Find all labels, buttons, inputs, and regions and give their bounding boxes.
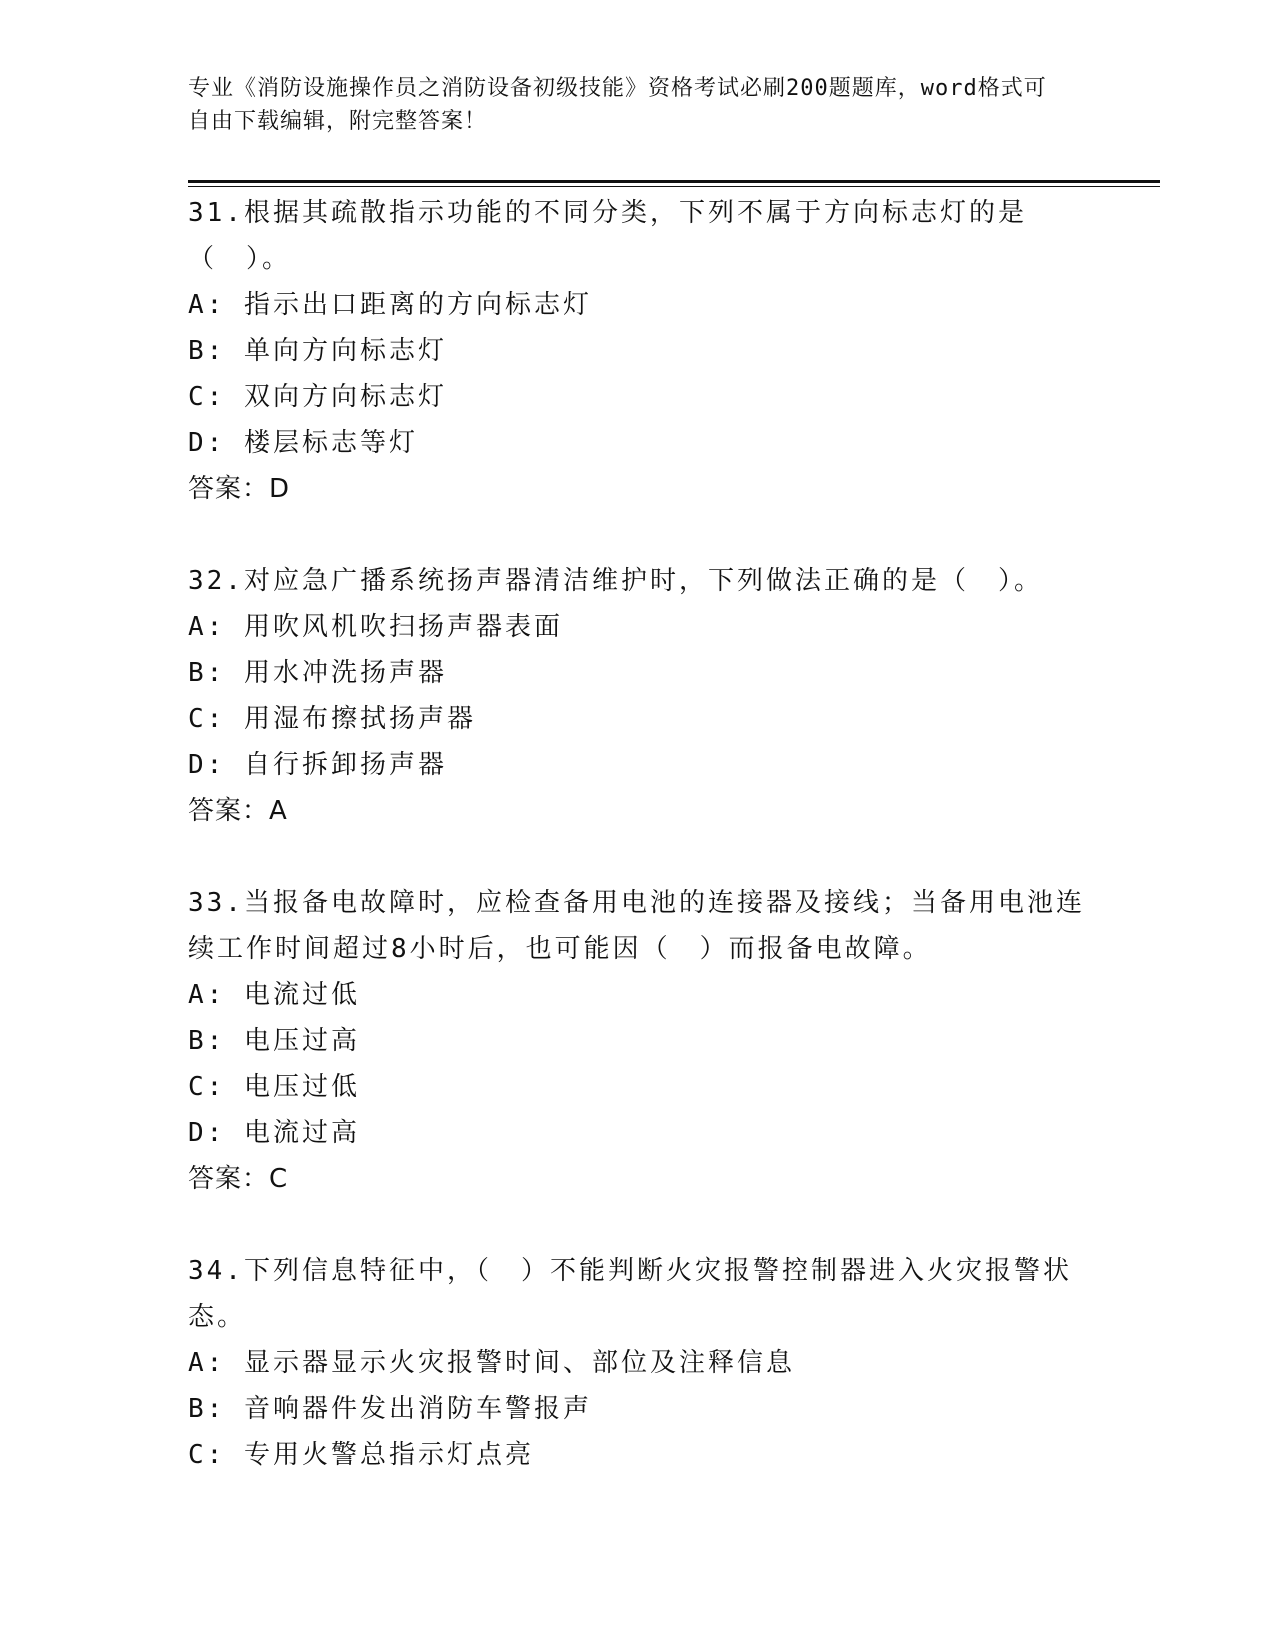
option-b: B: 电压过高	[188, 1026, 360, 1056]
option-c: C: 双向方向标志灯	[188, 382, 447, 412]
question-text: 34.下列信息特征中，（ ）不能判断火灾报警控制器进入火灾报警状态。	[188, 1256, 1072, 1332]
option-d: D: 电流过高	[188, 1118, 360, 1148]
question-text: 32.对应急广播系统扬声器清洁维护时，下列做法正确的是（ ）。	[188, 566, 1043, 596]
question-31	[188, 190, 1088, 512]
document-header	[188, 72, 1068, 138]
spacer	[188, 1202, 1088, 1248]
option-b: B: 用水冲洗扬声器	[188, 658, 447, 688]
spacer	[188, 512, 1088, 558]
header-divider-thin	[188, 186, 1160, 187]
option-a: A: 电流过低	[188, 980, 360, 1010]
option-d: D: 楼层标志等灯	[188, 428, 418, 458]
option-c: C: 专用火警总指示灯点亮	[188, 1440, 534, 1470]
question-34	[188, 1248, 1088, 1478]
spacer	[188, 834, 1088, 880]
option-b: B: 单向方向标志灯	[188, 336, 447, 366]
option-d: D: 自行拆卸扬声器	[188, 750, 447, 780]
question-text: 31.根据其疏散指示功能的不同分类，下列不属于方向标志灯的是（ ）。	[188, 198, 1027, 274]
option-a: A: 用吹风机吹扫扬声器表面	[188, 612, 563, 642]
header-title: 专业《消防设施操作员之消防设备初级技能》资格考试必刷200题题库，word格式可自由下载编辑，附完整答案！	[188, 76, 1047, 134]
question-text: 33.当报备电故障时，应检查备用电池的连接器及接线；当备用电池连续工作时间超过8小时后，也可能因（ ）而报备电故障。	[188, 888, 1085, 964]
header-divider-thick	[188, 180, 1160, 183]
question-32	[188, 558, 1088, 834]
question-33	[188, 880, 1088, 1202]
option-c: C: 电压过低	[188, 1072, 360, 1102]
answer-label: 答案：D	[188, 474, 291, 504]
answer-label: 答案：A	[188, 796, 288, 826]
option-c: C: 用湿布擦拭扬声器	[188, 704, 476, 734]
option-b: B: 音响器件发出消防车警报声	[188, 1394, 592, 1424]
answer-label: 答案：C	[188, 1164, 289, 1194]
question-list	[188, 190, 1088, 1478]
option-a: A: 指示出口距离的方向标志灯	[188, 290, 592, 320]
option-a: A: 显示器显示火灾报警时间、部位及注释信息	[188, 1348, 795, 1378]
